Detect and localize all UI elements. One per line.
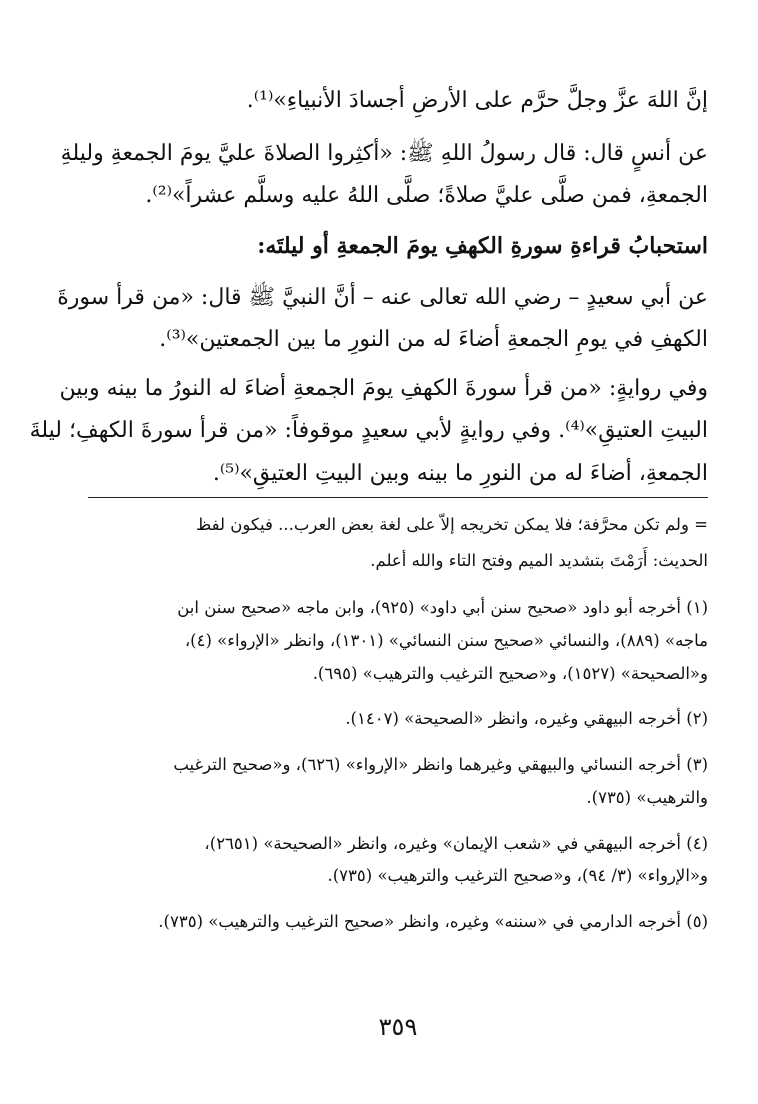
footnote-separator xyxy=(88,497,708,498)
footnote-line-1: = ولم تكن محرَّفة؛ فلا يمكن تخريجه إلاّ على لغة بعض العرب... فيكون لفظ xyxy=(195,515,708,534)
footnote-line-4: ماجه» (٨٨٩)، والنسائي «صحيح سنن النسائي» (١٣٠١)، وانظر «الإرواء» (٤)، xyxy=(184,631,708,650)
page-number: ٣٥٩ xyxy=(378,1013,418,1041)
footnote-line-5: و«الصحيحة» (١٥٢٧)، و«صحيح الترغيب والترهيب» (٦٩٥). xyxy=(312,664,708,683)
main-line-9: الجمعةِ، أضاءَ له من النورِ ما بينه وبين البيتِ العتيقِ»⁽⁵⁾. xyxy=(212,461,708,486)
main-line-5: عن أبي سعيدٍ – رضي الله تعالى عنه – أنَّ النبيَّ ﷺ قال: «من قرأ سورةَ xyxy=(57,285,708,310)
footnote-line-10: و«الإرواء» (٣/ ٩٤)، و«صحيح الترغيب والترهيب» (٧٣٥). xyxy=(327,866,708,885)
footnote-line-6: (٢) أخرجه البيهقي وغيره، وانظر «الصحيحة» (١٤٠٧). xyxy=(345,709,708,728)
section-heading: استحبابُ قراءةِ سورةِ الكهفِ يومَ الجمعةِ أو ليلتَه: xyxy=(257,233,708,259)
main-line-3: الجمعةِ، فمن صلَّى عليَّ صلاةً؛ صلَّى اللهُ عليه وسلَّم عشراً»⁽²⁾. xyxy=(145,183,708,208)
footnote-line-11: (٥) أخرجه الدارمي في «سننه» وغيره، وانظر «صحيح الترغيب والترهيب» (٧٣٥). xyxy=(158,912,708,931)
main-line-6: الكهفِ في يومِ الجمعةِ أضاءَ له من النورِ ما بين الجمعتين»⁽³⁾. xyxy=(159,327,708,352)
footnote-line-3: (١) أخرجه أبو داود «صحيح سنن أبي داود» (٩٢٥)، وابن ماجه «صحيح سنن ابن xyxy=(177,598,708,617)
main-line-2: عن أنسٍ قال: قال رسولُ اللهِ ﷺ: «أكثِروا الصلاةَ عليَّ يومَ الجمعةِ وليلةِ xyxy=(60,141,708,166)
main-line-1: إنَّ اللهَ عزَّ وجلَّ حرَّم على الأرضِ أجسادَ الأنبياءِ»⁽¹⁾. xyxy=(246,88,708,113)
footnote-line-7: (٣) أخرجه النسائي والبيهقي وغيرهما وانظر «الإرواء» (٦٢٦)، و«صحيح الترغيب xyxy=(173,755,708,774)
footnote-line-8: والترهيب» (٧٣٥). xyxy=(586,788,708,807)
footnote-line-9: (٤) أخرجه البيهقي في «شعب الإيمان» وغيره، وانظر «الصحيحة» (٢٦٥١)، xyxy=(204,834,708,853)
footnote-line-2: الحديث: أَرَمْتَ بتشديد الميم وفتح التاء والله أعلم. xyxy=(370,551,708,570)
book-page xyxy=(29,0,708,1104)
main-line-8: البيتِ العتيقِ»⁽⁴⁾. وفي روايةٍ لأبي سعيدٍ موقوفاً: «من قرأ سورةَ الكهفِ؛ ليلةَ xyxy=(29,418,708,443)
main-line-7: وفي روايةٍ: «من قرأ سورةَ الكهفِ يومَ الجمعةِ أضاءَ له النورُ ما بينه وبين xyxy=(59,376,708,401)
